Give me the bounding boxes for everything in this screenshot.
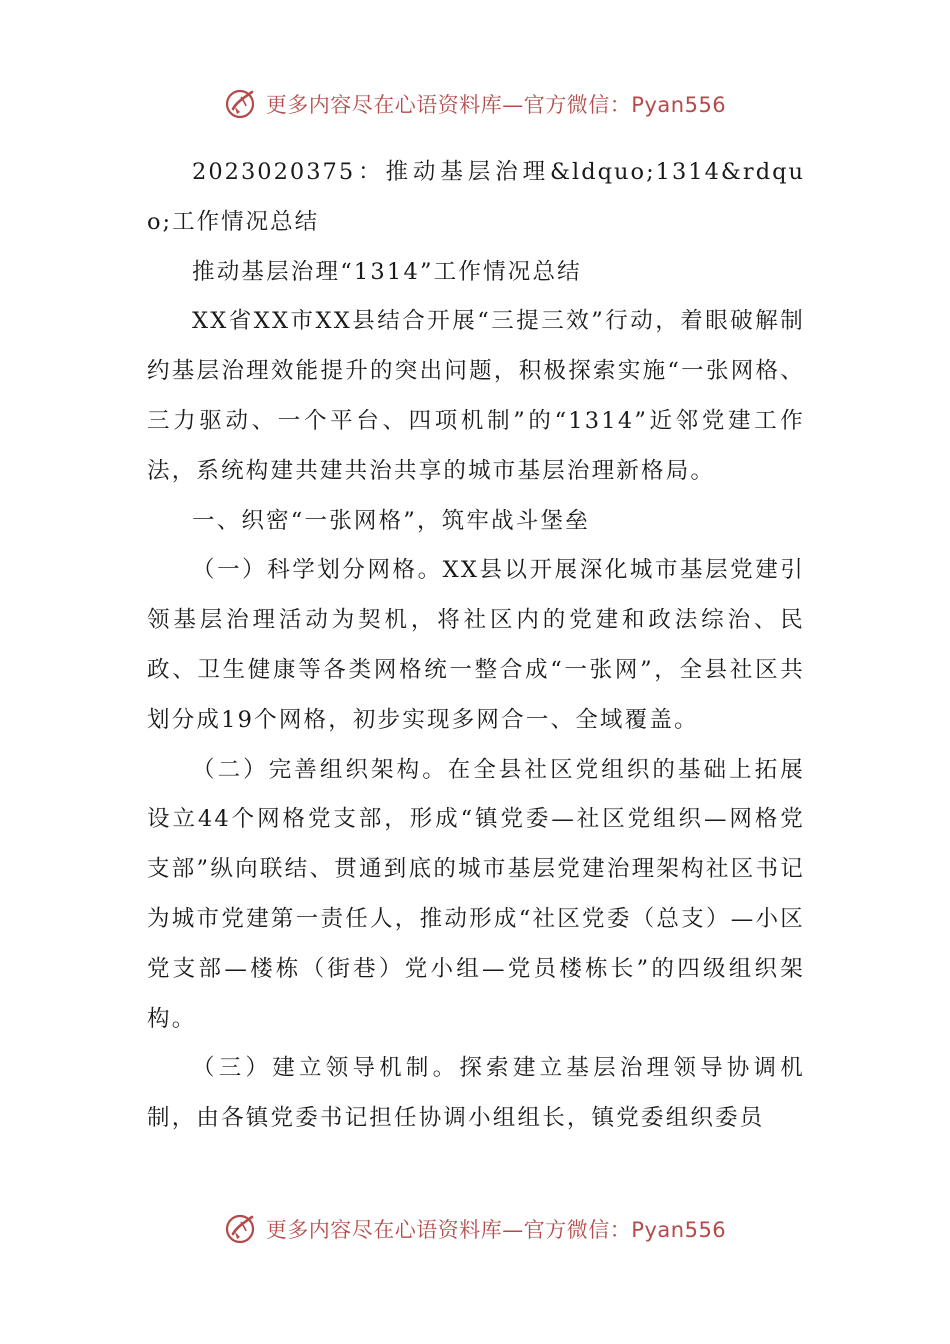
pen-logo-icon <box>224 87 258 121</box>
watermark-banner-top <box>0 84 950 124</box>
watermark-text: 更多内容尽在心语资料库—官方微信：Pyan556 <box>265 93 727 117</box>
body-paragraph: （一）科学划分网格。XX县以开展深化城市基层党建引领基层治理活动为契机，将社区内的党建和政法综治、民政、卫生健康等各类网格统一整合成“一张网”，全县社区共划分成19个网格，初步实现多网合一、全域覆盖。 <box>147 557 805 733</box>
intro-paragraph: XX省XX市XX县结合开展“三提三效”行动，着眼破解制约基层治理效能提升的突出问题，积极探索实施“一张网格、三力驱动、一个平台、四项机制”的“1314”近邻党建工作法，系统构建共建共治共享的城市基层治理新格局。 <box>147 308 805 484</box>
watermark-banner-bottom <box>0 1209 950 1249</box>
body-paragraph: （二）完善组织架构。在全县社区党组织的基础上拓展设立44个网格党支部，形成“镇党委—社区党组织—网格党支部”纵向联结、贯通到底的城市基层党建治理架构社区书记为城市党建第一责任人，推动形成“社区党委（总支）—小区党支部—楼栋（街巷）党小组—党员楼栋长”的四级组织架构。 <box>147 756 805 1032</box>
document-title: 推动基层治理“1314”工作情况总结 <box>192 258 582 285</box>
section-heading: 一、织密“一张网格”，筑牢战斗堡垒 <box>192 507 590 534</box>
pen-logo-icon <box>224 1212 258 1246</box>
document-body <box>147 148 805 1144</box>
document-heading-line: 2023020375：推动基层治理&ldquo;1314&rdquo;工作情况总结 <box>147 159 805 235</box>
body-paragraph: （三）建立领导机制。探索建立基层治理领导协调机制，由各镇党委书记担任协调小组组长，镇党委组织委员 <box>147 1055 805 1132</box>
watermark-text: 更多内容尽在心语资料库—官方微信：Pyan556 <box>265 1218 727 1242</box>
